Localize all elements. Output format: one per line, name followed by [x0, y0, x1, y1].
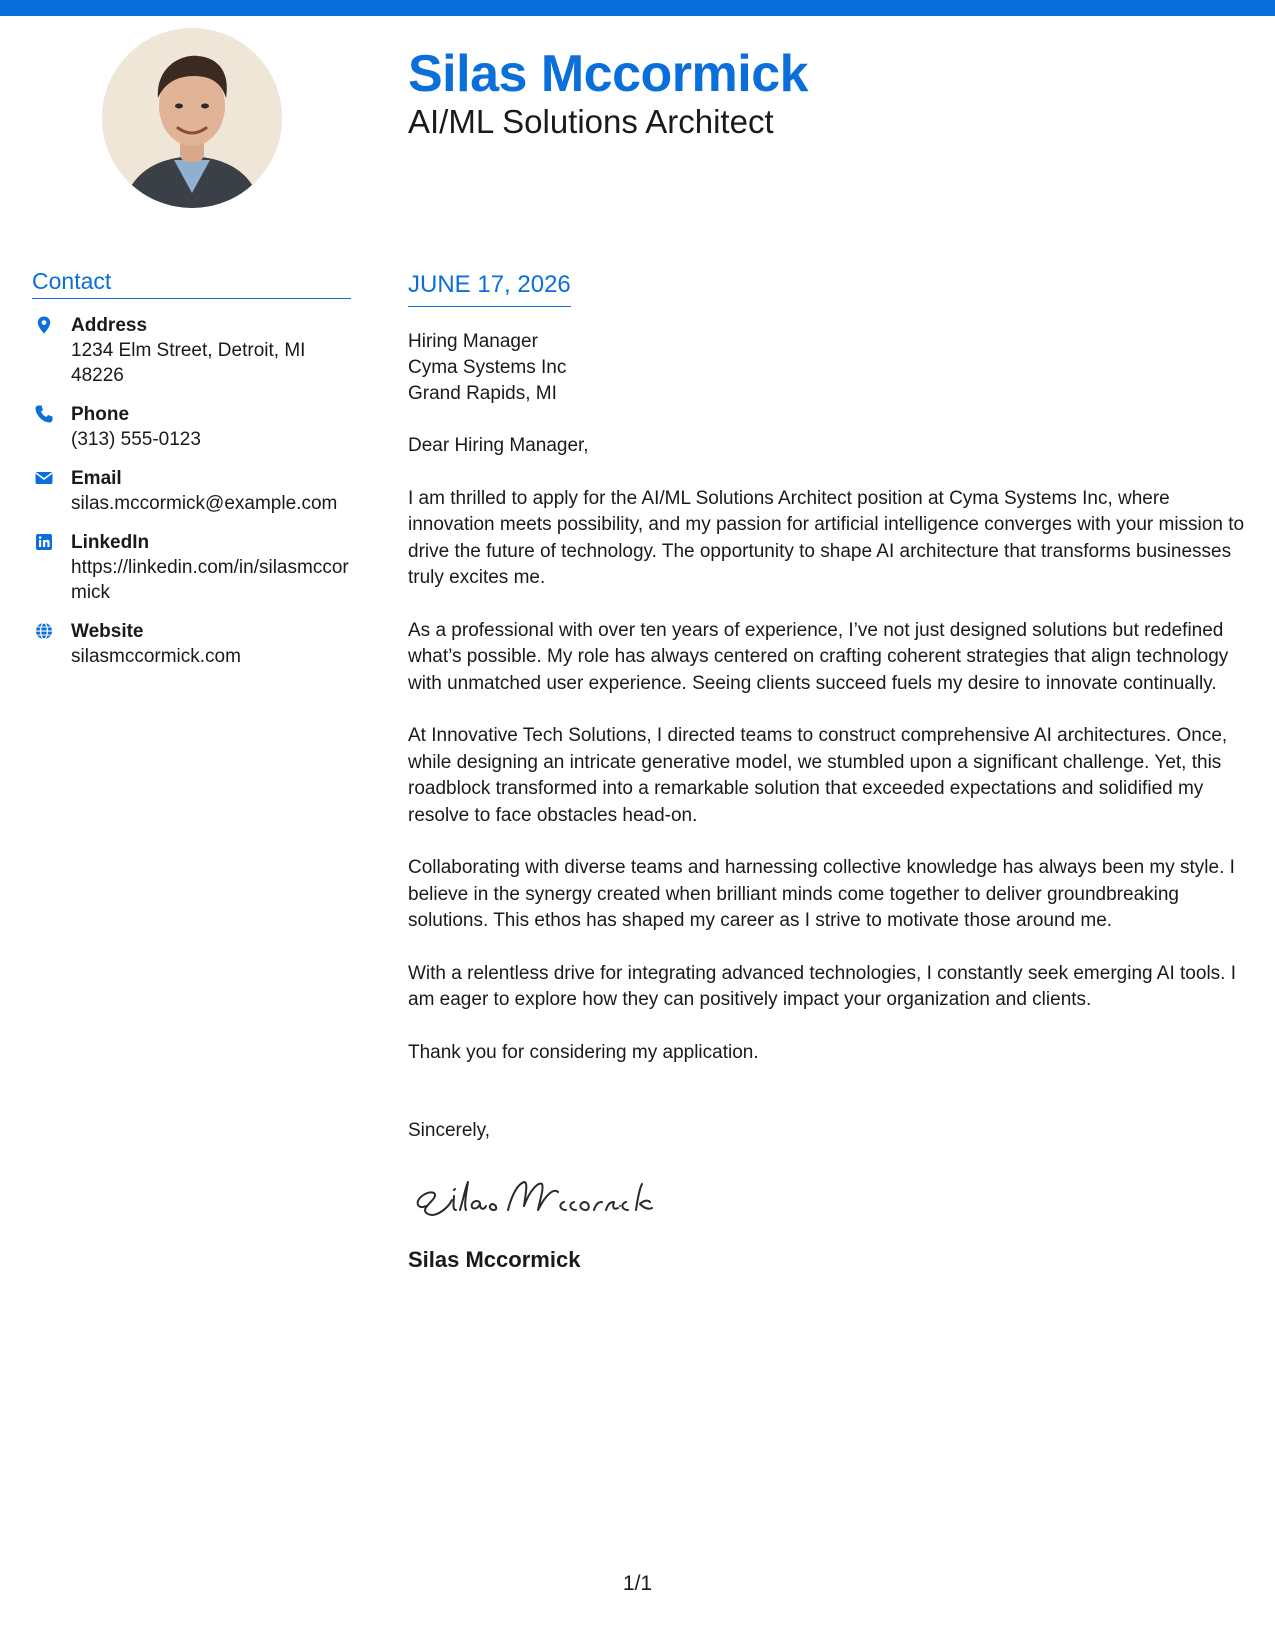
job-title: AI/ML Solutions Architect	[408, 103, 774, 140]
linkedin-icon	[34, 532, 54, 552]
profile-photo	[102, 28, 282, 208]
contact-linkedin	[32, 530, 351, 605]
contact-label: Address	[71, 315, 148, 336]
letter-paragraph: Collaborating with diverse teams and harnessing collective knowledge has always been my style. I believe in the synergy created when brilliant minds come together to deliver groundbreaking solutions. This ethos has shaped my career as I strive to motivate those around me.	[408, 857, 1235, 931]
page-number: 1/1	[622, 1572, 653, 1595]
letter-paragraph: With a relentless drive for integrating advanced technologies, I constantly seek emerging AI tools. I am eager to explore how they can positively impact your organization and clients.	[408, 962, 1237, 1010]
globe-icon	[34, 621, 54, 641]
contact-email	[32, 466, 351, 516]
recipient-line: Grand Rapids, MI	[408, 383, 557, 404]
contact-label: Phone	[71, 404, 130, 425]
signer-name: Silas Mccormick	[408, 1247, 581, 1272]
contact-website	[32, 619, 351, 669]
letter-paragraph: As a professional with over ten years of experience, I’ve not just designed solutions but redefined what’s possible. My role has always centered on crafting coherent strategies that align technology with unmatched user experience. Seeing clients succeed fuels my desire to innovate continually.	[408, 619, 1229, 694]
envelope-icon	[34, 468, 54, 488]
linkedin-value[interactable]: https://linkedin.com/in/silasmccormick	[71, 557, 349, 603]
applicant-name: Silas Mccormick	[408, 45, 809, 103]
contact-label: LinkedIn	[71, 532, 150, 553]
phone-value: (313) 555-0123	[71, 429, 201, 450]
contact-address	[32, 313, 351, 388]
letter-paragraph: I am thrilled to apply for the AI/ML Solutions Architect position at Cyma Systems Inc, where innovation meets possibility, and my passion for artificial intelligence converges with your mission to drive the future of technology. The opportunity to shape AI architecture that transforms businesses truly excites me.	[408, 487, 1245, 588]
email-value: silas.mccormick@example.com	[71, 493, 338, 514]
website-value[interactable]: silasmccormick.com	[71, 646, 241, 667]
salutation: Dear Hiring Manager,	[408, 435, 589, 456]
handwritten-signature	[408, 1166, 668, 1226]
avatar	[102, 28, 282, 208]
recipient-line: Cyma Systems Inc	[408, 357, 567, 378]
recipient-block	[408, 329, 1253, 407]
contact-heading: Contact	[32, 266, 351, 299]
map-pin-icon	[34, 315, 54, 335]
phone-icon	[34, 404, 54, 424]
letter-date: JUNE 17, 2026	[408, 270, 571, 307]
contact-label: Website	[71, 621, 144, 642]
letter-paragraph: Thank you for considering my application.	[408, 1041, 759, 1063]
recipient-line: Hiring Manager	[408, 331, 538, 352]
contact-sidebar	[32, 266, 351, 683]
letter-paragraph: At Innovative Tech Solutions, I directed teams to construct comprehensive AI architectures. Once, while designing an intricate generative model, we stumbled upon a significant challenge. Yet, this roadblock transformed into a remarkable solution that exceeded expectations and solidified my resolve to face obstacles head-on.	[408, 725, 1228, 826]
closing: Sincerely,	[408, 1120, 491, 1141]
contact-phone	[32, 402, 351, 452]
address-value: 1234 Elm Street, Detroit, MI 48226	[71, 340, 306, 386]
letter-body	[408, 270, 1253, 1274]
contact-label: Email	[71, 468, 122, 489]
top-accent-bar	[0, 0, 1275, 16]
contact-list	[32, 313, 351, 669]
